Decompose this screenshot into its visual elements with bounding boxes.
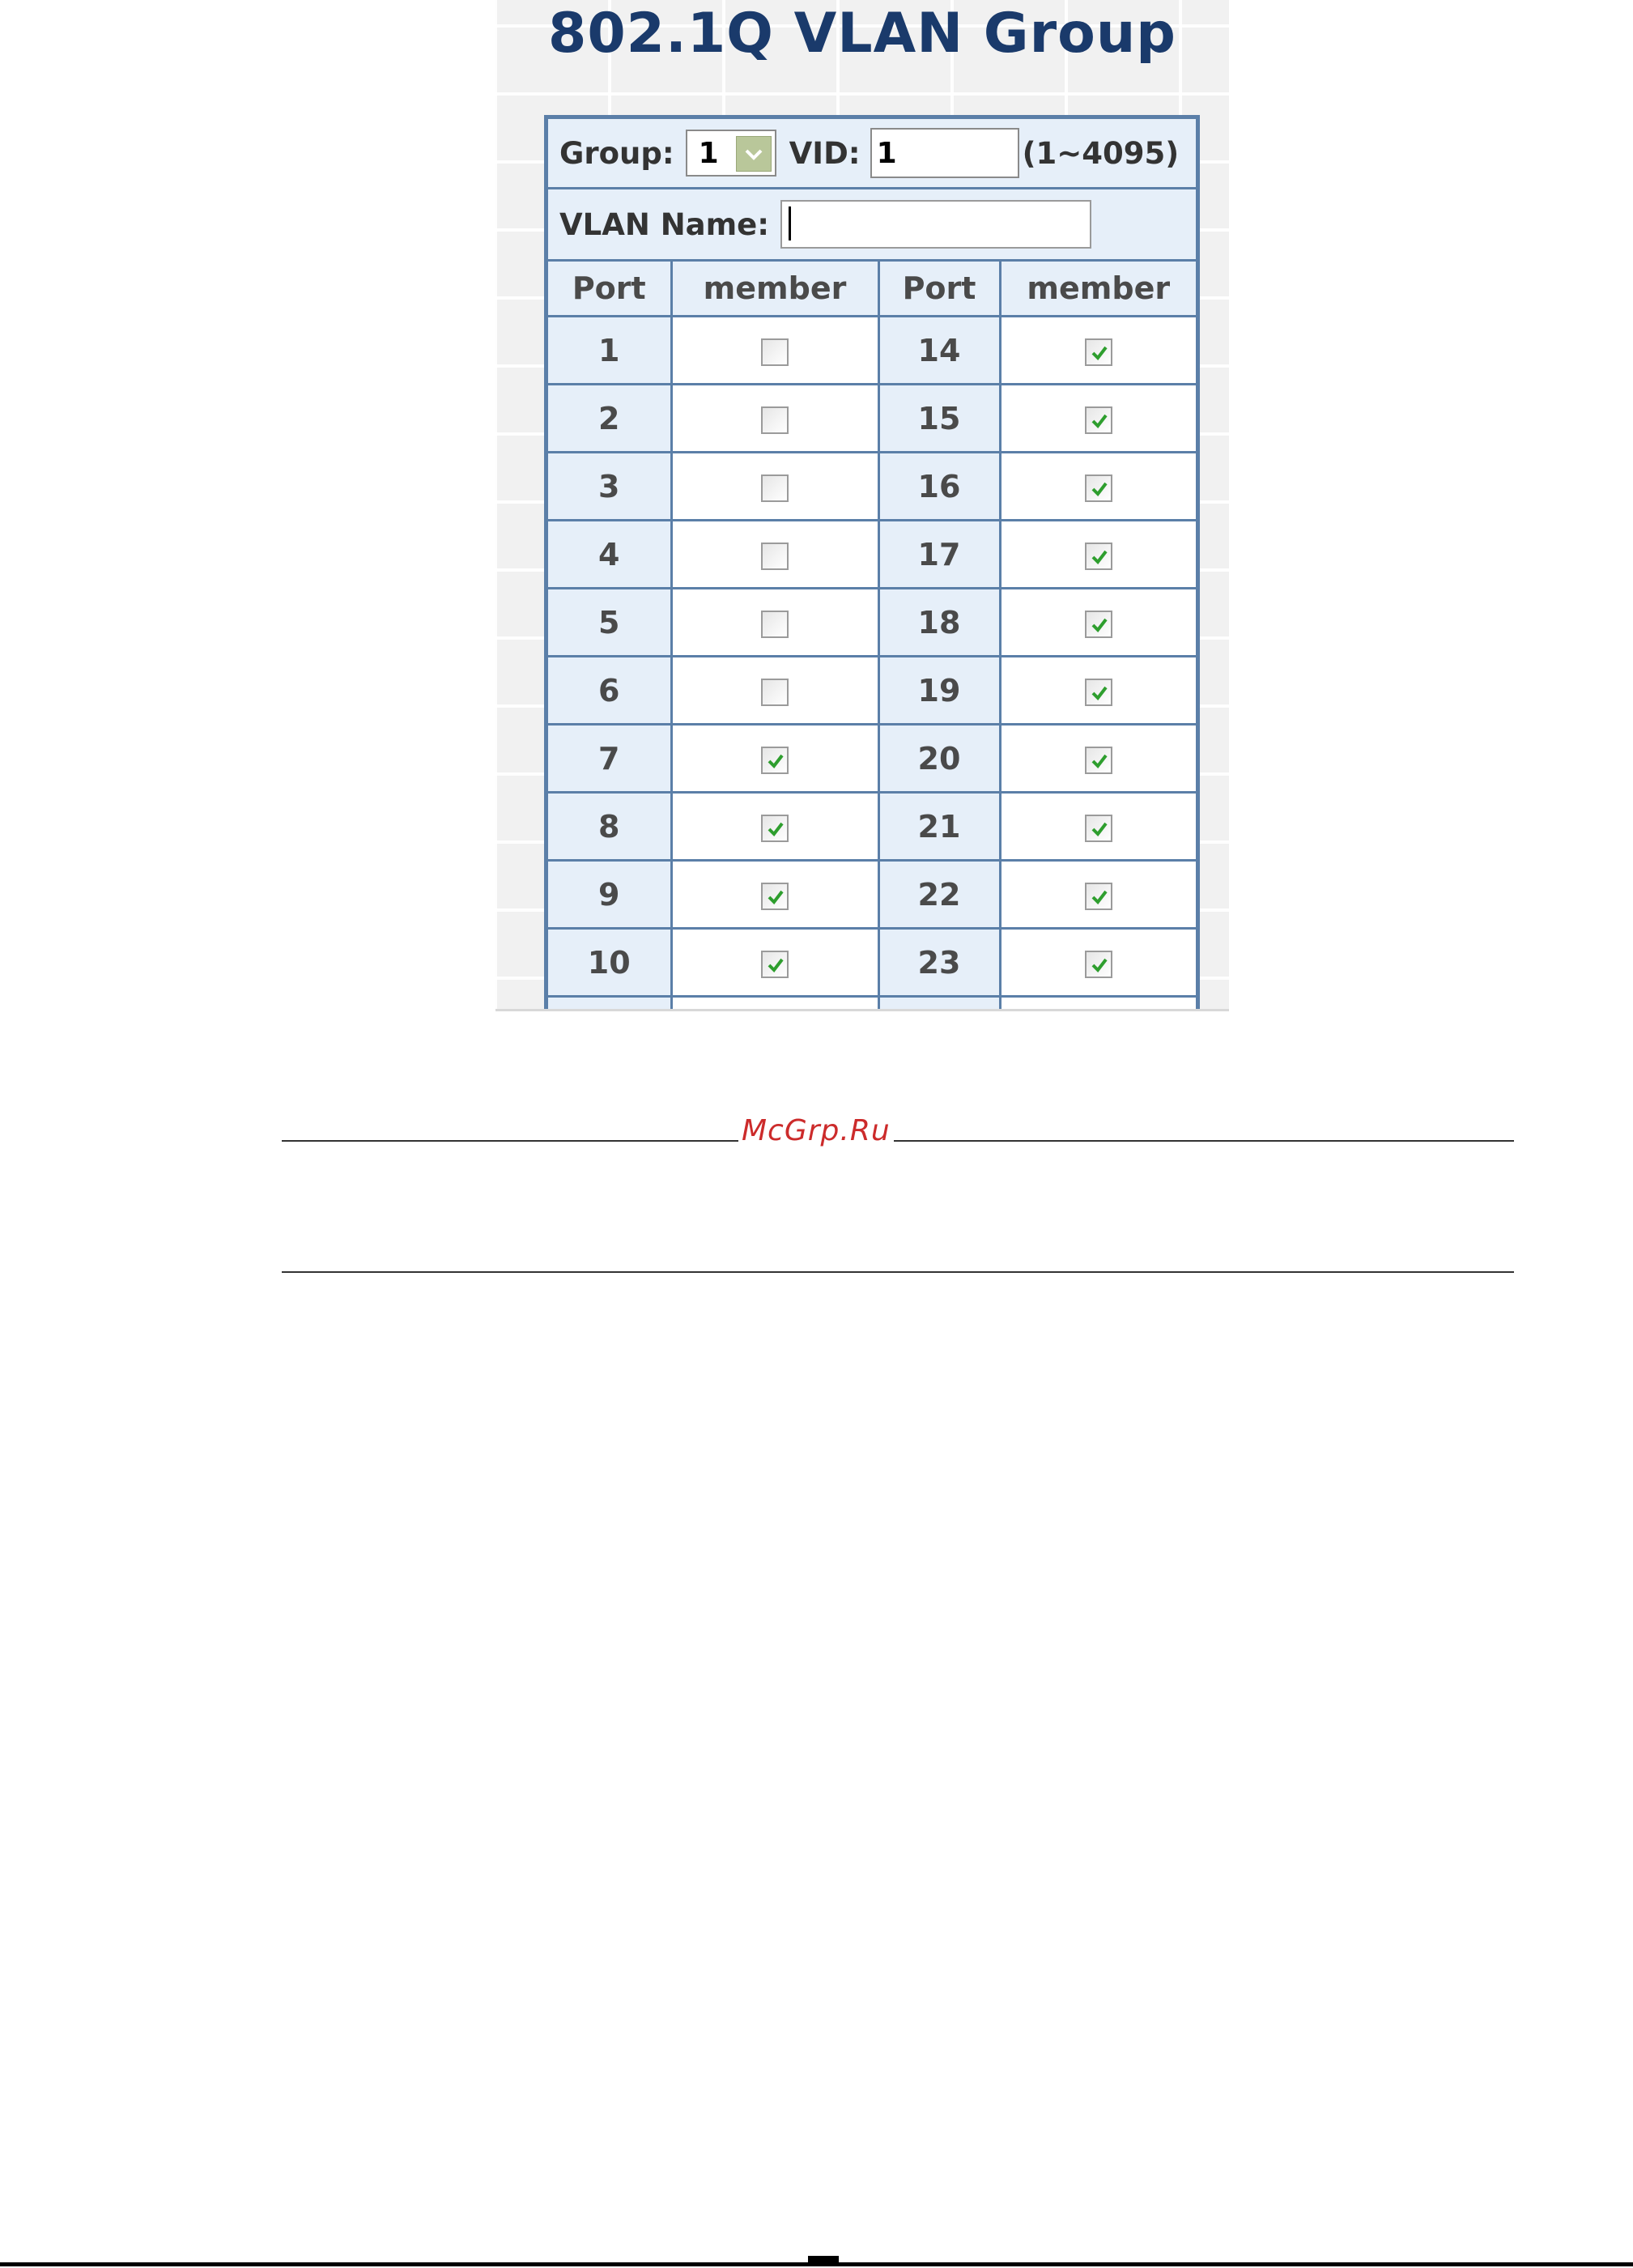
member-cell	[671, 385, 878, 453]
empty-cell	[671, 997, 878, 1012]
table-row	[548, 861, 1196, 929]
port-number: 16	[878, 453, 1000, 521]
group-select-value: 1	[698, 136, 719, 170]
vlan-name-input[interactable]	[780, 200, 1091, 249]
member-checkbox-checked[interactable]	[1085, 747, 1112, 774]
member-cell	[671, 521, 878, 589]
member-checkbox[interactable]	[761, 338, 789, 366]
vlan-name-label: VLAN Name:	[559, 206, 770, 242]
member-cell	[671, 317, 878, 385]
empty-cell	[548, 997, 671, 1012]
member-checkbox[interactable]	[761, 474, 789, 502]
checkmark-icon	[1089, 547, 1110, 568]
chevron-down-icon[interactable]	[736, 136, 772, 172]
port-number: 14	[878, 317, 1000, 385]
empty-cell	[878, 997, 1000, 1012]
header-port: Port	[548, 262, 671, 317]
port-number: 9	[548, 861, 671, 929]
text-caret	[789, 206, 791, 240]
member-checkbox-checked[interactable]	[1085, 338, 1112, 366]
table-row	[548, 793, 1196, 861]
member-checkbox-checked[interactable]	[761, 883, 789, 910]
vlan-group-form	[544, 115, 1200, 1011]
member-checkbox-checked[interactable]	[1085, 543, 1112, 570]
member-cell	[1000, 317, 1196, 385]
port-number: 4	[548, 521, 671, 589]
member-checkbox[interactable]	[761, 406, 789, 434]
member-checkbox-checked[interactable]	[761, 747, 789, 774]
member-cell	[1000, 521, 1196, 589]
port-number: 1	[548, 317, 671, 385]
port-number: 22	[878, 861, 1000, 929]
checkmark-icon	[1089, 751, 1110, 772]
member-cell	[1000, 861, 1196, 929]
vid-label: VID:	[789, 135, 861, 171]
header-port: Port	[878, 262, 1000, 317]
table-row	[548, 589, 1196, 657]
checkmark-icon	[765, 955, 786, 976]
vid-input[interactable]	[870, 128, 1019, 178]
member-cell	[671, 589, 878, 657]
empty-cell	[1000, 997, 1196, 1012]
member-checkbox-checked[interactable]	[761, 951, 789, 978]
member-cell	[671, 725, 878, 793]
header-member: member	[671, 262, 878, 317]
member-cell	[1000, 929, 1196, 997]
table-row-partial	[548, 997, 1196, 1012]
table-row	[548, 453, 1196, 521]
port-number: 8	[548, 793, 671, 861]
checkmark-icon	[1089, 343, 1110, 364]
table-row	[548, 317, 1196, 385]
member-checkbox-checked[interactable]	[1085, 474, 1112, 502]
member-checkbox-checked[interactable]	[1085, 611, 1112, 638]
port-number: 23	[878, 929, 1000, 997]
checkmark-icon	[1089, 615, 1110, 636]
port-number: 2	[548, 385, 671, 453]
member-checkbox-checked[interactable]	[1085, 406, 1112, 434]
vlan-name-row	[548, 189, 1196, 262]
page-title: 802.1Q VLAN Group	[548, 2, 1176, 66]
table-row	[548, 657, 1196, 725]
group-select[interactable]	[686, 130, 776, 177]
checkmark-icon	[1089, 887, 1110, 908]
port-number: 17	[878, 521, 1000, 589]
port-number: 5	[548, 589, 671, 657]
port-number: 6	[548, 657, 671, 725]
group-label: Group:	[559, 135, 674, 171]
member-cell	[1000, 725, 1196, 793]
vid-range-hint: (1~4095)	[1022, 135, 1180, 171]
checkmark-icon	[1089, 411, 1110, 432]
checkmark-icon	[1089, 683, 1110, 704]
member-checkbox-checked[interactable]	[1085, 883, 1112, 910]
member-cell	[671, 929, 878, 997]
member-checkbox-checked[interactable]	[1085, 815, 1112, 842]
table-header-row	[548, 262, 1196, 317]
member-cell	[671, 793, 878, 861]
member-cell	[671, 453, 878, 521]
member-checkbox[interactable]	[761, 679, 789, 706]
port-number: 18	[878, 589, 1000, 657]
divider-bottom	[282, 1271, 1514, 1273]
member-cell	[1000, 589, 1196, 657]
checkmark-icon	[1089, 479, 1110, 500]
port-number: 19	[878, 657, 1000, 725]
group-vid-row	[548, 119, 1196, 189]
member-cell	[671, 657, 878, 725]
divider-top	[282, 1140, 1514, 1142]
checkmark-icon	[765, 819, 786, 840]
member-checkbox-checked[interactable]	[1085, 951, 1112, 978]
port-number: 20	[878, 725, 1000, 793]
table-row	[548, 521, 1196, 589]
member-cell	[1000, 793, 1196, 861]
member-checkbox-checked[interactable]	[761, 815, 789, 842]
page-bottom-mark	[808, 2256, 839, 2264]
header-member: member	[1000, 262, 1196, 317]
port-number: 3	[548, 453, 671, 521]
vlan-group-screenshot	[495, 0, 1229, 1011]
checkmark-icon	[765, 751, 786, 772]
port-number: 15	[878, 385, 1000, 453]
member-checkbox-checked[interactable]	[1085, 679, 1112, 706]
checkmark-icon	[1089, 955, 1110, 976]
table-row	[548, 929, 1196, 997]
member-checkbox[interactable]	[761, 611, 789, 638]
port-number: 10	[548, 929, 671, 997]
port-member-table	[548, 262, 1196, 1011]
watermark: McGrp.Ru	[738, 1114, 894, 1147]
checkmark-icon	[765, 887, 786, 908]
member-checkbox[interactable]	[761, 543, 789, 570]
member-cell	[1000, 657, 1196, 725]
table-row	[548, 725, 1196, 793]
member-cell	[1000, 385, 1196, 453]
port-number: 21	[878, 793, 1000, 861]
table-row	[548, 385, 1196, 453]
checkmark-icon	[1089, 819, 1110, 840]
member-cell	[671, 861, 878, 929]
member-cell	[1000, 453, 1196, 521]
port-number: 7	[548, 725, 671, 793]
